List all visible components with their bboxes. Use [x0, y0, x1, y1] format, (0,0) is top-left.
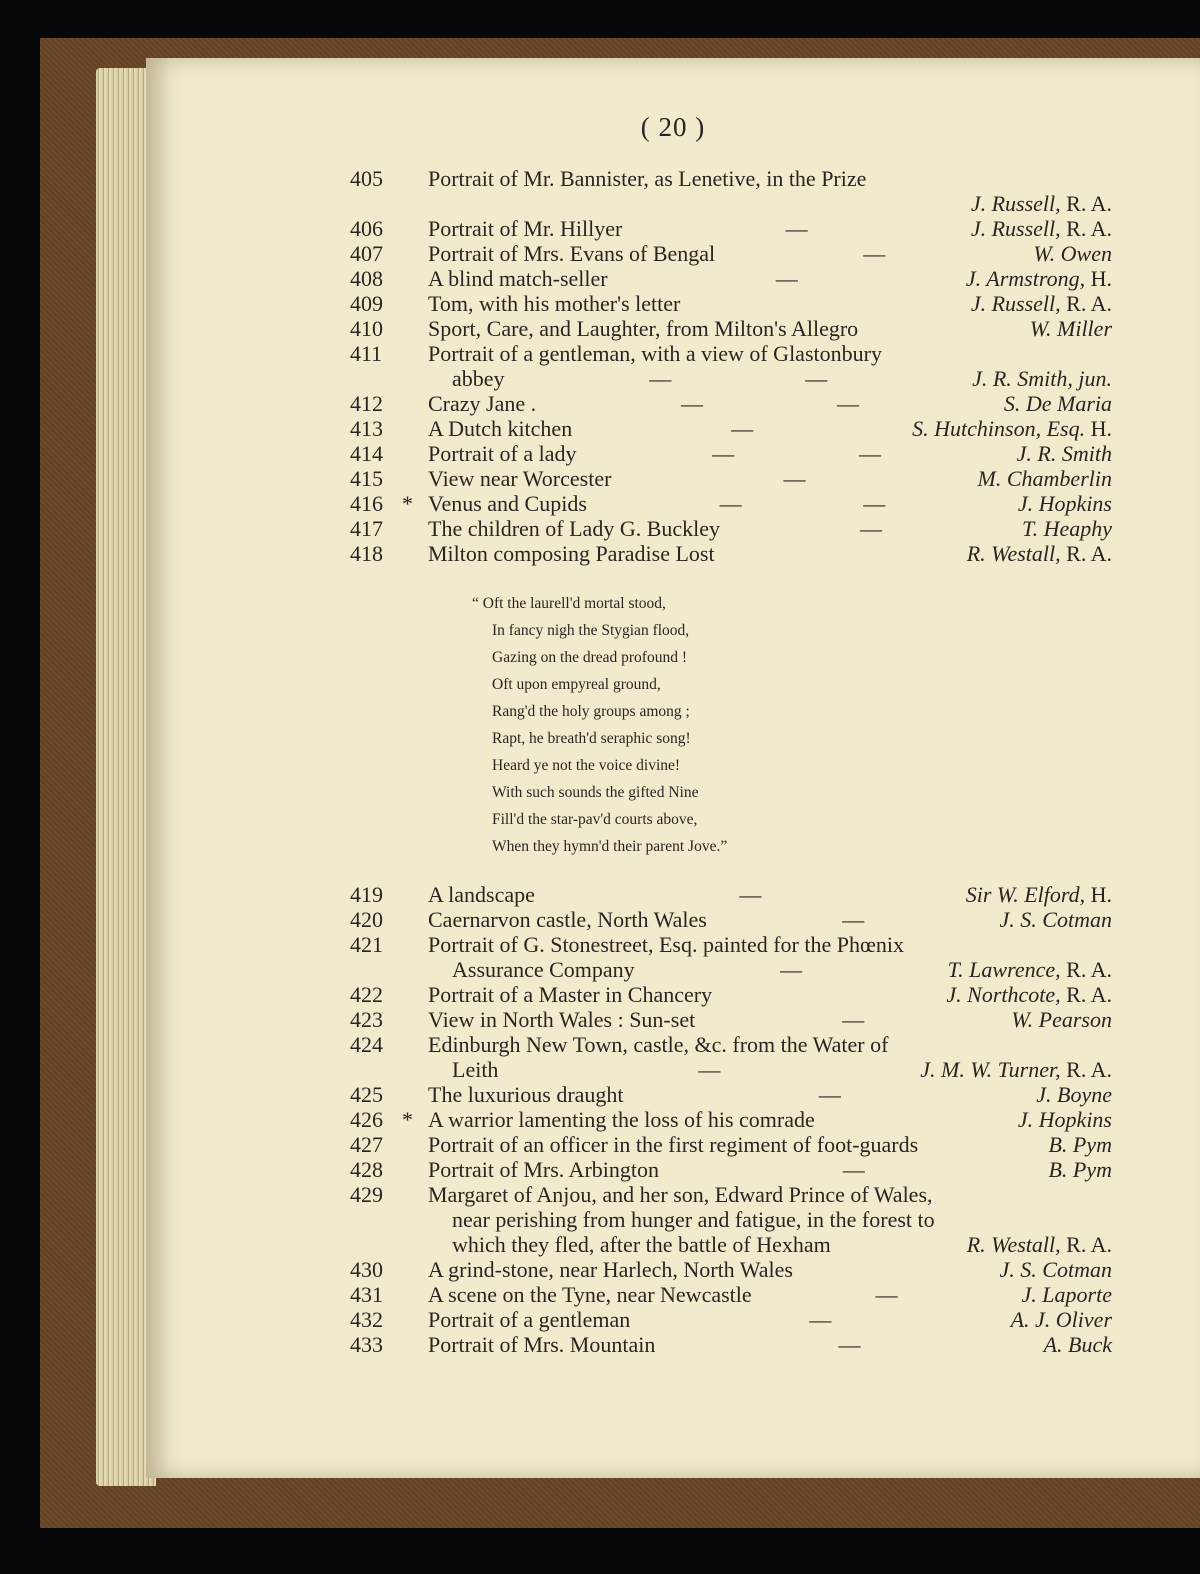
verse-line: Rang'd the holy groups among ;: [492, 703, 690, 720]
entry-title: View near Worcester: [428, 466, 612, 491]
artist-name: [1048, 1157, 1112, 1182]
catalogue-entry-continuation: [146, 957, 1200, 982]
entry-number: 407: [350, 241, 383, 266]
entry-number: 409: [350, 291, 383, 316]
dash-separator: —: [809, 1307, 832, 1332]
verse-line: With such sounds the gifted Nine: [492, 784, 699, 801]
dash-separator: —: [842, 1157, 865, 1182]
entry-title: The luxurious draught: [428, 1082, 624, 1107]
artist-italic: A. Buck: [1043, 1332, 1112, 1357]
catalogue-entry-continuation: [146, 1057, 1200, 1082]
entry-title: near perishing from hunger and fatigue, in the forest to: [452, 1207, 935, 1232]
catalogue-entry: [146, 241, 1200, 266]
entry-title: Portrait of a gentleman, with a view of Glastonbury: [428, 341, 882, 366]
entry-list-bottom: [146, 882, 1200, 1357]
artist-name: [1033, 241, 1112, 266]
catalogue-entry: [146, 1032, 1200, 1057]
entry-title: Caernarvon castle, North Wales: [428, 907, 707, 932]
entry-title: Portrait of a lady: [428, 441, 577, 466]
artist-name: [1017, 441, 1112, 466]
catalogue-entry: [146, 907, 1200, 932]
artist-italic: J. S. Cotman: [999, 1257, 1112, 1282]
entry-number: 415: [350, 466, 383, 491]
dash-separator: —: [863, 491, 886, 516]
artist-honour: R. A.: [1060, 541, 1112, 566]
artist-italic: J. Russell,: [970, 291, 1061, 316]
dash-separator: —: [775, 266, 798, 291]
verse-line: Oft upon empyreal ground,: [492, 676, 661, 693]
entry-title: A Dutch kitchen: [428, 416, 573, 441]
entry-number: 420: [350, 907, 383, 932]
verse-quotation: [472, 590, 727, 860]
entry-title: A warrior lamenting the loss of his comrade: [428, 1107, 815, 1132]
dash-separator: —: [836, 391, 859, 416]
entry-title: Venus and Cupids: [428, 491, 587, 516]
entry-number: 431: [350, 1282, 383, 1307]
entry-title: Tom, with his mother's letter: [428, 291, 681, 316]
artist-name: [971, 291, 1112, 316]
catalogue-entry: [146, 1107, 1200, 1132]
verse-line: Heard ye not the voice divine!: [492, 757, 681, 774]
catalogue-entry: [146, 541, 1200, 566]
dash-separator: —: [859, 516, 882, 541]
artist-italic: B. Pym: [1048, 1157, 1112, 1182]
artist-italic: J. S. Cotman: [999, 907, 1112, 932]
artist-honour: R. A.: [1060, 191, 1112, 216]
catalogue-entry: [146, 466, 1200, 491]
artist-honour: R. A.: [1060, 1232, 1112, 1257]
artist-name: [966, 266, 1112, 291]
dash-separator: —: [842, 907, 865, 932]
entry-title: Milton composing Paradise Lost: [428, 541, 715, 566]
artist-honour: R. A.: [1060, 216, 1112, 241]
catalogue-entry: [146, 932, 1200, 957]
catalogue-entry: [146, 441, 1200, 466]
entry-number: 413: [350, 416, 383, 441]
artist-name: [1018, 491, 1112, 516]
artist-name: [1044, 1332, 1112, 1357]
entry-number: 423: [350, 1007, 383, 1032]
catalogue-entry: [146, 216, 1200, 241]
artist-honour: R. A.: [1060, 291, 1112, 316]
artist-italic: J. Hopkins: [1017, 1107, 1112, 1132]
entry-number: 416: [350, 491, 383, 516]
catalogue-entry: [146, 1007, 1200, 1032]
artist-name: [1022, 516, 1112, 541]
entry-number: 428: [350, 1157, 383, 1182]
entry-number: 408: [350, 266, 383, 291]
entry-number: 418: [350, 541, 383, 566]
entry-title: Assurance Company: [452, 957, 635, 982]
entry-title: A blind match-seller: [428, 266, 608, 291]
catalogue-entry: [146, 391, 1200, 416]
artist-name: [1011, 1307, 1112, 1332]
entry-title: View in North Wales : Sun-set: [428, 1007, 696, 1032]
artist-italic: J. M. W. Turner,: [920, 1057, 1061, 1082]
catalogue-entry: [146, 266, 1200, 291]
artist-italic: R. Westall,: [966, 1232, 1061, 1257]
catalogue-entry: [146, 882, 1200, 907]
artist-name: [971, 191, 1112, 216]
dash-separator: —: [649, 366, 672, 391]
artist-italic: A. J. Oliver: [1010, 1307, 1112, 1332]
dash-separator: —: [712, 441, 735, 466]
catalogue-entry: [146, 1157, 1200, 1182]
entry-number: 430: [350, 1257, 383, 1282]
entry-title: Portrait of a gentleman: [428, 1307, 631, 1332]
artist-italic: B. Pym: [1048, 1132, 1112, 1157]
artist-name: [972, 366, 1112, 391]
asterisk-mark: *: [402, 1107, 413, 1132]
entry-title: Portrait of Mr. Bannister, as Lenetive, in the Prize: [428, 166, 867, 191]
entry-title: The children of Lady G. Buckley: [428, 516, 721, 541]
entry-number: 412: [350, 391, 383, 416]
entry-number: 419: [350, 882, 383, 907]
artist-name: [1000, 1257, 1112, 1282]
dash-separator: —: [818, 1082, 841, 1107]
dash-separator: —: [780, 957, 803, 982]
entry-title: Portrait of Mrs. Arbington: [428, 1157, 659, 1182]
artist-name: [1030, 316, 1112, 341]
entry-title: Portrait of an officer in the first regiment of foot-guards: [428, 1132, 919, 1157]
artist-italic: J. Northcote,: [946, 982, 1061, 1007]
verse-line: “ Oft the laurell'd mortal stood,: [472, 595, 666, 612]
entry-number: 410: [350, 316, 383, 341]
artist-name: [1018, 1107, 1112, 1132]
artist-italic: W. Miller: [1029, 316, 1112, 341]
artist-italic: J. Laporte: [1021, 1282, 1112, 1307]
catalogue-entry: [146, 416, 1200, 441]
artist-name: [967, 541, 1112, 566]
entry-number: 422: [350, 982, 383, 1007]
entry-number: 433: [350, 1332, 383, 1357]
entry-number: 405: [350, 166, 383, 191]
entry-list-top: [146, 166, 1200, 566]
artist-italic: S. De Maria: [1003, 391, 1112, 416]
artist-honour: R. A.: [1060, 982, 1112, 1007]
catalogue-entry: [146, 316, 1200, 341]
dash-separator: —: [875, 1282, 898, 1307]
catalogue-entry-continuation: [146, 1207, 1200, 1232]
artist-honour: R. A.: [1060, 957, 1112, 982]
catalogue-entry: [146, 341, 1200, 366]
catalogue-entry: [146, 1182, 1200, 1207]
artist-name: [1011, 1007, 1112, 1032]
entry-title: A landscape: [428, 882, 535, 907]
dash-separator: —: [842, 1007, 865, 1032]
catalogue-entry: [146, 982, 1200, 1007]
catalogue-entry: [146, 1132, 1200, 1157]
verse-line: Fill'd the star-pav'd courts above,: [492, 811, 698, 828]
entry-title: Crazy Jane .: [428, 391, 537, 416]
artist-name: [1022, 1282, 1112, 1307]
entry-number: 424: [350, 1032, 383, 1057]
entry-title: Edinburgh New Town, castle, &c. from the Water of: [428, 1032, 889, 1057]
page-number: ( 20 ): [640, 112, 706, 142]
entry-number: 426: [350, 1107, 383, 1132]
entry-number: 425: [350, 1082, 383, 1107]
verse-line: Rapt, he breath'd seraphic song!: [492, 730, 691, 747]
entry-number: 421: [350, 932, 383, 957]
catalogue-entry-continuation: [146, 366, 1200, 391]
catalogue-entry: [146, 1257, 1200, 1282]
artist-italic: J. R. Smith, jun.: [972, 366, 1112, 391]
artist-name: [971, 216, 1112, 241]
entry-title: Portrait of Mr. Hillyer: [428, 216, 623, 241]
dash-separator: —: [805, 366, 828, 391]
artist-italic: J. Boyne: [1036, 1082, 1112, 1107]
asterisk-mark: *: [402, 491, 413, 516]
artist-italic: Sir W. Elford,: [965, 882, 1086, 907]
artist-italic: W. Pearson: [1011, 1007, 1112, 1032]
artist-honour: H.: [1085, 882, 1112, 907]
artist-italic: M. Chamberlin: [977, 466, 1112, 491]
dash-separator: —: [731, 416, 754, 441]
artist-name: [1000, 907, 1112, 932]
dash-separator: —: [838, 1332, 861, 1357]
entry-number: 432: [350, 1307, 383, 1332]
dash-separator: —: [719, 491, 742, 516]
artist-name: [1036, 1082, 1112, 1107]
dash-separator: —: [785, 216, 808, 241]
artist-italic: W. Owen: [1033, 241, 1112, 266]
artist-name: [966, 882, 1112, 907]
entry-number: 411: [350, 341, 383, 366]
artist-name: [1048, 1132, 1112, 1157]
entry-title: Portrait of G. Stonestreet, Esq. painted for the Phœnix: [428, 932, 904, 957]
catalogue-entry: [146, 291, 1200, 316]
artist-italic: T. Heaphy: [1021, 516, 1112, 541]
artist-honour: R. A.: [1060, 1057, 1112, 1082]
verse-line: When they hymn'd their parent Jove.”: [492, 838, 728, 855]
dash-separator: —: [783, 466, 806, 491]
entry-title: Portrait of Mrs. Evans of Bengal: [428, 241, 716, 266]
entry-number: 414: [350, 441, 383, 466]
entry-title: which they fled, after the battle of Hexham: [452, 1232, 831, 1257]
dash-separator: —: [681, 391, 704, 416]
artist-italic: J. Russell,: [970, 191, 1061, 216]
artist-name: [948, 957, 1112, 982]
catalogue-entry: [146, 491, 1200, 516]
artist-honour: H.: [1085, 416, 1112, 441]
dash-separator: —: [858, 441, 881, 466]
verse-line: In fancy nigh the Stygian flood,: [492, 622, 690, 639]
entry-number: 417: [350, 516, 383, 541]
entry-title: Portrait of Mrs. Mountain: [428, 1332, 656, 1357]
artist-name: [1004, 391, 1112, 416]
catalogue-entry-continuation: [146, 191, 1200, 216]
artist-name: [978, 466, 1112, 491]
catalogue-entry: [146, 1282, 1200, 1307]
entry-number: 406: [350, 216, 383, 241]
dash-separator: —: [739, 882, 762, 907]
entry-title: A scene on the Tyne, near Newcastle: [428, 1282, 752, 1307]
catalogue-entry: [146, 1307, 1200, 1332]
catalogue-entry: [146, 1332, 1200, 1357]
entry-title: Leith: [452, 1057, 499, 1082]
artist-name: [912, 416, 1112, 441]
catalogue-entry: [146, 166, 1200, 191]
entry-title: abbey: [452, 366, 505, 391]
entry-title: Margaret of Anjou, and her son, Edward Prince of Wales,: [428, 1182, 933, 1207]
artist-italic: J. Armstrong,: [965, 266, 1086, 291]
catalogue-page: [146, 58, 1200, 1478]
artist-italic: J. R. Smith: [1016, 441, 1112, 466]
artist-name: [946, 982, 1112, 1007]
verse-line: Gazing on the dread profound !: [492, 649, 687, 666]
artist-italic: T. Lawrence,: [947, 957, 1061, 982]
entry-title: Sport, Care, and Laughter, from Milton's Allegro: [428, 316, 859, 341]
artist-honour: H.: [1085, 266, 1112, 291]
catalogue-entry: [146, 516, 1200, 541]
catalogue-entry: [146, 1082, 1200, 1107]
artist-italic: J. Russell,: [970, 216, 1061, 241]
artist-italic: S. Hutchinson, Esq.: [912, 416, 1086, 441]
artist-italic: R. Westall,: [966, 541, 1061, 566]
entry-title: Portrait of a Master in Chancery: [428, 982, 713, 1007]
artist-name: [967, 1232, 1112, 1257]
catalogue-entry-continuation: [146, 1232, 1200, 1257]
artist-name: [920, 1057, 1112, 1082]
dash-separator: —: [698, 1057, 721, 1082]
dash-separator: —: [863, 241, 886, 266]
artist-italic: J. Hopkins: [1017, 491, 1112, 516]
entry-title: A grind-stone, near Harlech, North Wales: [428, 1257, 793, 1282]
entry-number: 427: [350, 1132, 383, 1157]
entry-number: 429: [350, 1182, 383, 1207]
